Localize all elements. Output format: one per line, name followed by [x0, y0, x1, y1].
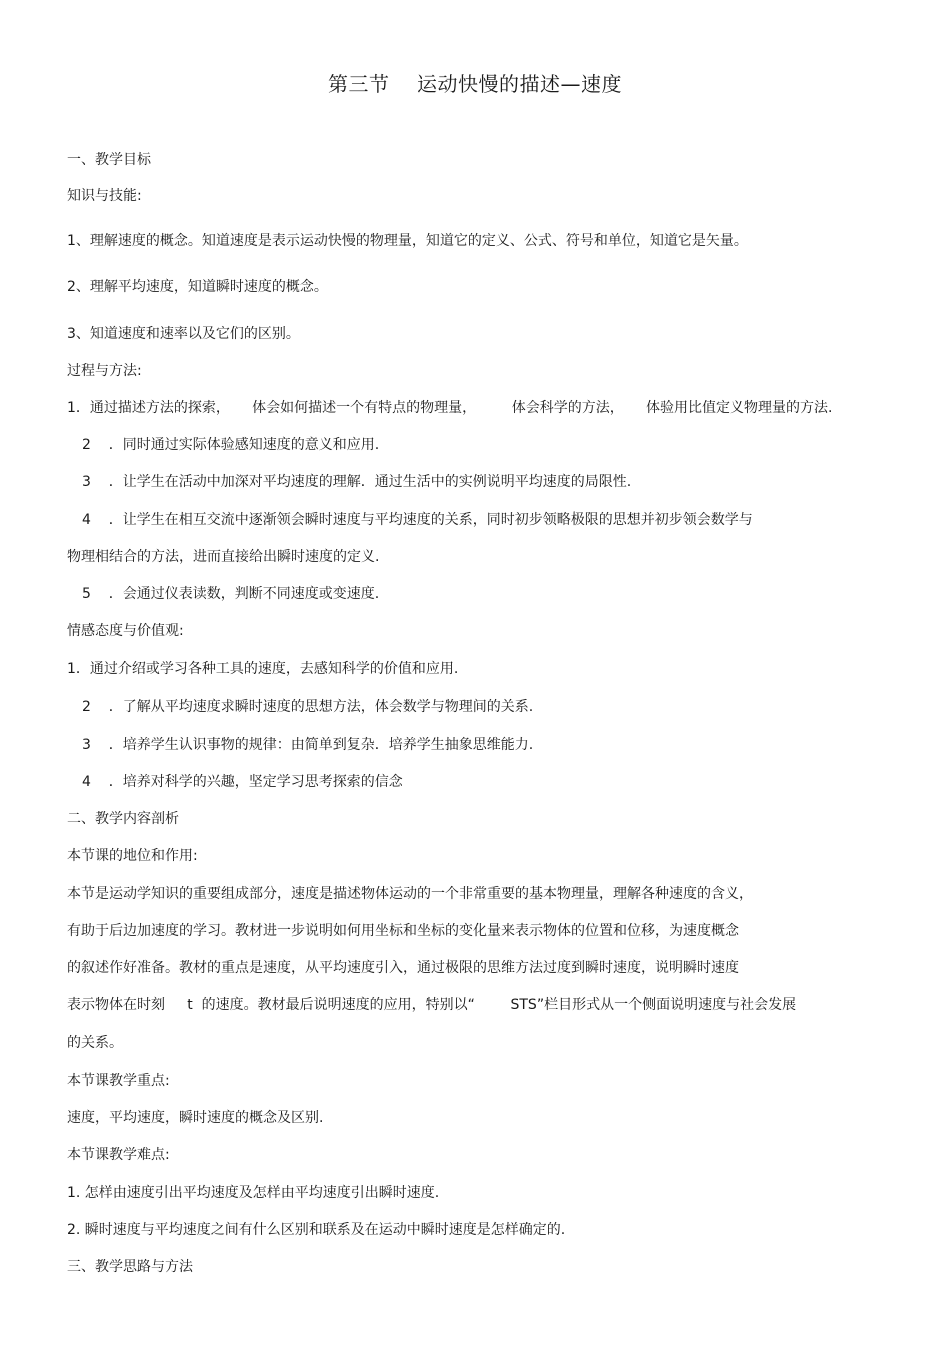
paragraph-line: 2、理解平均速度，知道瞬时速度的概念。 [67, 279, 328, 295]
subheading-role: 本节课的地位和作用: [67, 848, 198, 864]
paragraph-line: 本节是运动学知识的重要组成部分，速度是描述物体运动的一个非常重要的基本物理量，理解各种速度的含义， [67, 886, 753, 902]
section-heading-approach: 三、教学思路与方法 [67, 1259, 193, 1275]
subheading-knowledge-skills: 知识与技能: [67, 188, 142, 204]
subheading-key-points: 本节课教学重点: [67, 1073, 170, 1089]
paragraph-line: 1．通过描述方法的探索， 体会如何描述一个有特点的物理量， 体会科学的方法， 体验用比值定义物理量的方法. [67, 400, 833, 416]
page-title: 第三节 运动快慢的描述—速度 [328, 72, 622, 96]
paragraph-line: 5 ．会通过仪表读数，判断不同速度或变速度. [82, 586, 380, 602]
paragraph-line: 2 ．同时通过实际体验感知速度的意义和应用. [82, 437, 380, 453]
paragraph-line: 1．通过介绍或学习各种工具的速度，去感知科学的价值和应用. [67, 661, 459, 677]
subheading-attitude-values: 情感态度与价值观: [67, 623, 184, 639]
paragraph-line: 3 ．让学生在活动中加深对平均速度的理解．通过生活中的实例说明平均速度的局限性. [82, 474, 632, 490]
paragraph-line: 4 ．让学生在相互交流中逐渐领会瞬时速度与平均速度的关系，同时初步领略极限的思想并初步领会数学与 [82, 512, 753, 528]
paragraph-line: 物理相结合的方法，进而直接给出瞬时速度的定义. [67, 549, 380, 565]
paragraph-line: 1. 怎样由速度引出平均速度及怎样由平均速度引出瞬时速度. [67, 1185, 440, 1201]
section-heading-objectives: 一、教学目标 [67, 152, 151, 168]
paragraph-line: 3 ．培养学生认识事物的规律：由简单到复杂．培养学生抽象思维能力. [82, 737, 534, 753]
paragraph-line: 2. 瞬时速度与平均速度之间有什么区别和联系及在运动中瞬时速度是怎样确定的. [67, 1222, 566, 1238]
paragraph-line: 4 ．培养对科学的兴趣，坚定学习思考探索的信念 [82, 774, 403, 790]
paragraph-line: 表示物体在时刻 t 的速度。教材最后说明速度的应用，特别以“ STS”栏目形式从一个侧面说明速度与社会发展 [67, 997, 797, 1013]
paragraph-line: 有助于后边加速度的学习。教材进一步说明如何用坐标和坐标的变化量来表示物体的位置和位移，为速度概念 [67, 923, 739, 939]
paragraph-line: 速度，平均速度，瞬时速度的概念及区别. [67, 1110, 324, 1126]
paragraph-line: 3、知道速度和速率以及它们的区别。 [67, 326, 300, 342]
paragraph-line: 1、理解速度的概念。知道速度是表示运动快慢的物理量，知道它的定义、公式、符号和单位，知道它是矢量。 [67, 233, 748, 249]
paragraph-line: 2 ．了解从平均速度求瞬时速度的思想方法，体会数学与物理间的关系. [82, 699, 534, 715]
paragraph-line: 的关系。 [67, 1035, 123, 1051]
paragraph-line: 的叙述作好准备。教材的重点是速度，从平均速度引入，通过极限的思维方法过度到瞬时速度，说明瞬时速度 [67, 960, 739, 976]
subheading-process-method: 过程与方法: [67, 363, 142, 379]
subheading-difficulties: 本节课教学难点: [67, 1147, 170, 1163]
section-heading-content-analysis: 二、教学内容剖析 [67, 811, 179, 827]
